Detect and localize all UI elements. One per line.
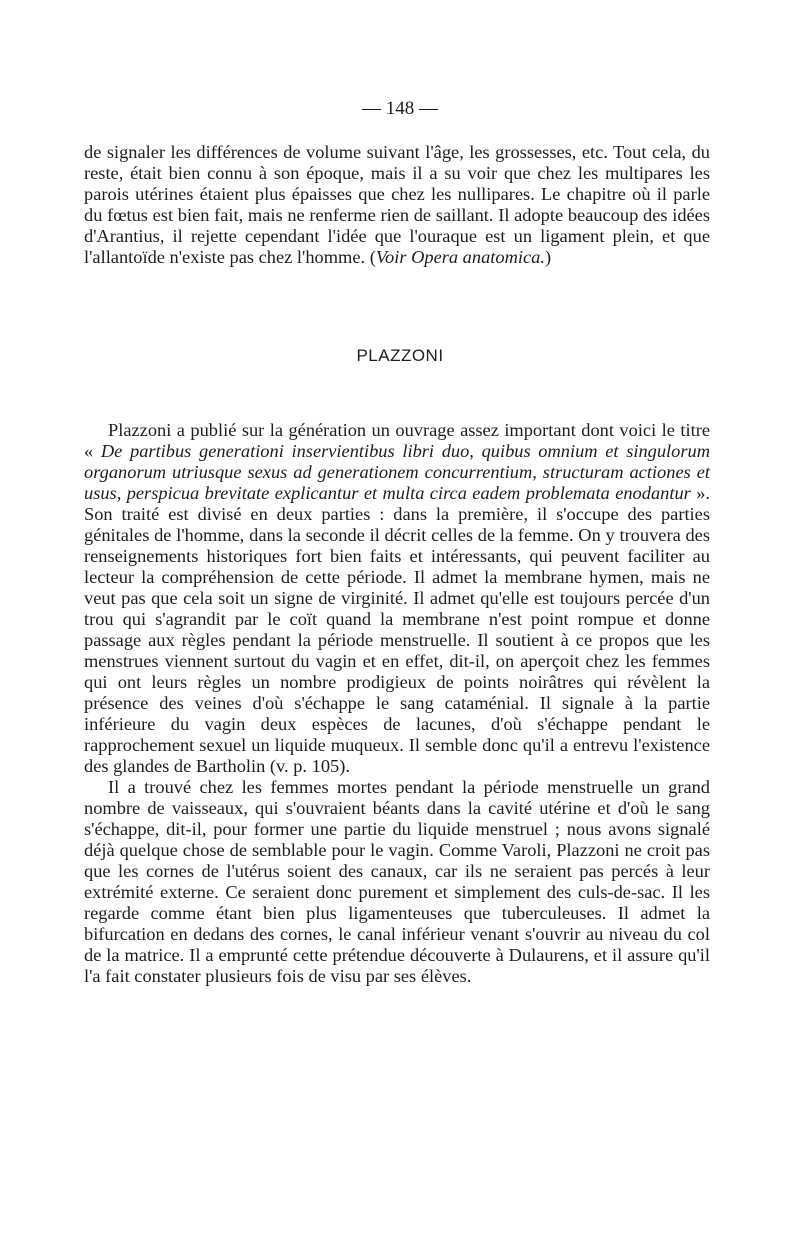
page-number: — 148 — [362, 98, 438, 119]
paragraph-1-intro: Plazzoni a publié sur la génération un ouvrage assez important dont voici le titre « [84, 420, 710, 461]
section-heading: PLAZZONI [356, 346, 444, 365]
paragraph-1-latin-title: De partibus generationi inservientibus libri duo, quibus omnium et singulorum organorum utriusque sexus ad generationem concurrentium, structuram actiones et usus, perspicua brevitate explicantur et multa circa eadem problemata enodantur [84, 441, 710, 503]
top-paragraph-close: ) [544, 247, 552, 267]
paragraph-1-rest: ». Son traité est divisé en deux parties : dans la première, il s'occupe des parties génitales de l'homme, dans la seconde il décrit celles de la femme. On y trouvera des renseignements historiques fort bien faits et intéressants, qui peuvent faciliter au lecteur la compréhension de cette période. Il admet la membrane hymen, mais ne veut pas que cela soit un signe de virginité. Il admet qu'elle est toujours percée d'un trou qui s'agrandit par le coït quand la membrane n'est point rompue et donne passage aux règles pendant la période menstruelle. Il soutient à ce propos que les menstrues viennent surtout du vagin et en effet, dit-il, on aperçoit chez les femmes qui ont leurs règles un nombre prodigieux de points noirâtres qui révèlent la présence des veines d'où s'échappe le sang cataménial. Il signale à la partie inférieure du vagin deux espèces de lacunes, d'où s'échappe pendant le rapprochement sexuel un liquide muqueux. Il semble donc qu'il a entrevu l'existence des glandes de Bartholin (v. p. 105). [84, 483, 710, 776]
top-paragraph-reference: Voir Opera anatomica. [375, 247, 545, 267]
paragraph-2: Il a trouvé chez les femmes mortes pendant la période menstruelle un grand nombre de vaisseaux, qui s'ouvraient béants dans la cavité utérine et d'où le sang s'échappe, dit-il, pour former une partie du liquide menstruel ; nous avons signalé déjà quelque chose de semblable pour le vagin. Comme Varoli, Plazzoni ne croit pas que les cornes de l'utérus soient des canaux, car ils ne seraient pas percés à leur extrémité externe. Ce seraient donc purement et simplement des culs-de-sac. Il les regarde comme étant bien plus ligamenteuses que tuberculeuses. Il admet la bifurcation en dedans des cornes, le canal inférieur venant s'ouvrir au niveau du col de la matrice. Il a emprunté cette prétendue découverte à Dulaurens, et il assure qu'il l'a fait constater plusieurs fois de visu par ses élèves. [84, 777, 710, 986]
paragraph-1 [84, 420, 710, 777]
top-paragraph [84, 142, 710, 268]
section-body [84, 420, 710, 987]
top-paragraph-text: de signaler les différences de volume suivant l'âge, les grossesses, etc. Tout cela, du reste, était bien connu à son époque, mais il a su voir que chez les multipares les parois utérines étaient plus épaisses que chez les nullipares. Le chapitre où il parle du fœtus est bien fait, mais ne renferme rien de saillant. Il adopte beaucoup des idées d'Arantius, il rejette cependant l'idée que l'ouraque est un ligament plein, et que l'allantoïde n'existe pas chez l'homme. ( [84, 142, 710, 267]
